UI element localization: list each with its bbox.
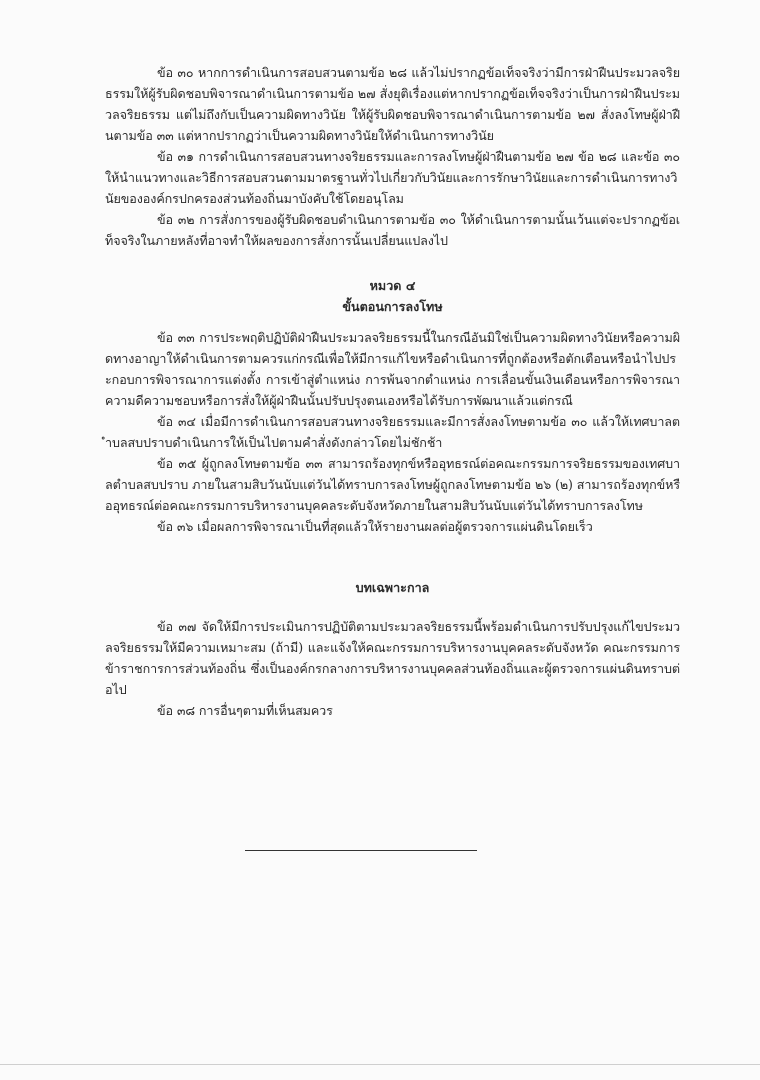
- transitional-title: บทเฉพาะกาล: [355, 580, 430, 595]
- spacer: [105, 317, 680, 327]
- clause-36: ข้อ ๓๖ เมื่อผลการพิจารณาเป็นที่สุดแล้วให้รายงานผลต่อผู้ตรวจการแผ่นดินโดยเร็ว: [157, 519, 593, 534]
- clause-30: ข้อ ๓๐ หากการดำเนินการสอบสวนตามข้อ ๒๘ แล้วไม่ปรากฏข้อเท็จจริงว่ามีการฝ่าฝืนประมวลจริยธรรมให้ผู้รับผิดชอบพิจารณาดำเนินการตามข้อ ๒๗ สั่งยุติเรื่องแต่หากปรากฏข้อเท็จจริงว่าเป็นการฝ่าฝืนประมวลจริยธรรม แต่ไม่ถึงกับเป็นความผิดทางวินัย ให้ผู้รับผิดชอบพิจารณาดำเนินการตามข้อ ๒๗ สั่งลงโทษผู้ฝ่าฝืนตามข้อ ๓๓ แต่หากปรากฏว่าเป็นความผิดทางวินัยให้ดำเนินการทางวินัย: [105, 65, 680, 143]
- clause-31: ข้อ ๓๑ การดำเนินการสอบสวนทางจริยธรรมและการลงโทษผู้ฝ่าฝืนตามข้อ ๒๗ ข้อ ๒๘ และข้อ ๓๐ ให้นำแนวทางและวิธีการสอบสวนตามมาตรฐานทั่วไปเกี่ยวกับวินัยและการรักษาวินัยและการดำเนินการทางวินัยขององค์กรปกครองส่วนท้องถิ่นมาบังคับใช้โดยอนุโลม: [105, 149, 680, 206]
- clause-35: ข้อ ๓๕ ผู้ถูกลงโทษตามข้อ ๓๓ สามารถร้องทุกข์หรืออุทธรณ์ต่อคณะกรรมการจริยธรรมของเทศบาลตำบลสบปราบ ภายในสามสิบวันนับแต่วันได้ทราบการลงโทษผู้ถูกลงโทษตามข้อ ๒๖ (๒) สามารถร้องทุกข์หรืออุทธรณ์ต่อคณะกรรมการบริหารงานบุคคลระดับจังหวัดภายในสามสิบวันนับแต่วันได้ทราบการลงโทษ: [105, 456, 680, 513]
- section-4-title: หมวด ๔: [369, 278, 416, 293]
- document-body: [105, 62, 680, 721]
- clause-33: ข้อ ๓๓ การประพฤติปฏิบัติฝ่าฝืนประมวลจริยธรรมนี้ในกรณีอันมิใช่เป็นความผิดทางวินัยหรือความผิดทางอาญาให้ดำเนินการตามควรแก่กรณีเพื่อให้มีการแก้ไขหรือดำเนินการที่ถูกต้องหรือตักเตือนหรือนำไปประกอบการพิจารณาการแต่งตั้ง การเข้าสู่ตำแหน่ง การพ้นจากตำแหน่ง การเลื่อนขั้นเงินเดือนหรือการพิจารณาความดีความชอบหรือการสั่งให้ผู้ฝ่าฝืนนั้นปรับปรุงตนเองหรือได้รับการพัฒนาแล้วแต่กรณี: [105, 330, 680, 408]
- clause-37: ข้อ ๓๗ จัดให้มีการประเมินการปฏิบัติตามประมวลจริยธรรมนี้พร้อมดำเนินการปรับปรุงแก้ไขประมวลจริยธรรมให้มีความเหมาะสม (ถ้ามี) และแจ้งให้คณะกรรมการบริหารงานบุคคลระดับจังหวัด คณะกรรมการข้าราชการการส่วนท้องถิ่น ซึ่งเป็นองค์กรกลางการบริหารงานบุคคลส่วนท้องถิ่นและผู้ตรวจการแผ่นดินทราบต่อไป: [105, 619, 680, 697]
- end-divider-line: [245, 850, 477, 851]
- clause-38: ข้อ ๓๘ การอื่นๆตามที่เห็นสมควร: [157, 703, 333, 718]
- clause-34: ข้อ ๓๔ เมื่อมีการดำเนินการสอบสวนทางจริยธรรมและมีการสั่งลงโทษตามข้อ ๓๐ แล้วให้เทศบาลตำบลสบปราบดำเนินการให้เป็นไปตามคำสั่งดังกล่าวโดยไม่ชักช้า: [105, 414, 680, 450]
- spacer: [105, 537, 680, 577]
- page-bottom-edge: [0, 1064, 760, 1065]
- section-4-subtitle: ขั้นตอนการลงโทษ: [342, 299, 443, 314]
- clause-32: ข้อ ๓๒ การสั่งการของผู้รับผิดชอบดำเนินการตามข้อ ๓๐ ให้ดำเนินการตามนั้นเว้นแต่จะปรากฏข้อเท็จจริงในภายหลังที่อาจทำให้ผลของการสั่งการนั้นเปลี่ยนแปลงไป: [105, 212, 680, 248]
- spacer: [105, 598, 680, 616]
- spacer: [105, 251, 680, 275]
